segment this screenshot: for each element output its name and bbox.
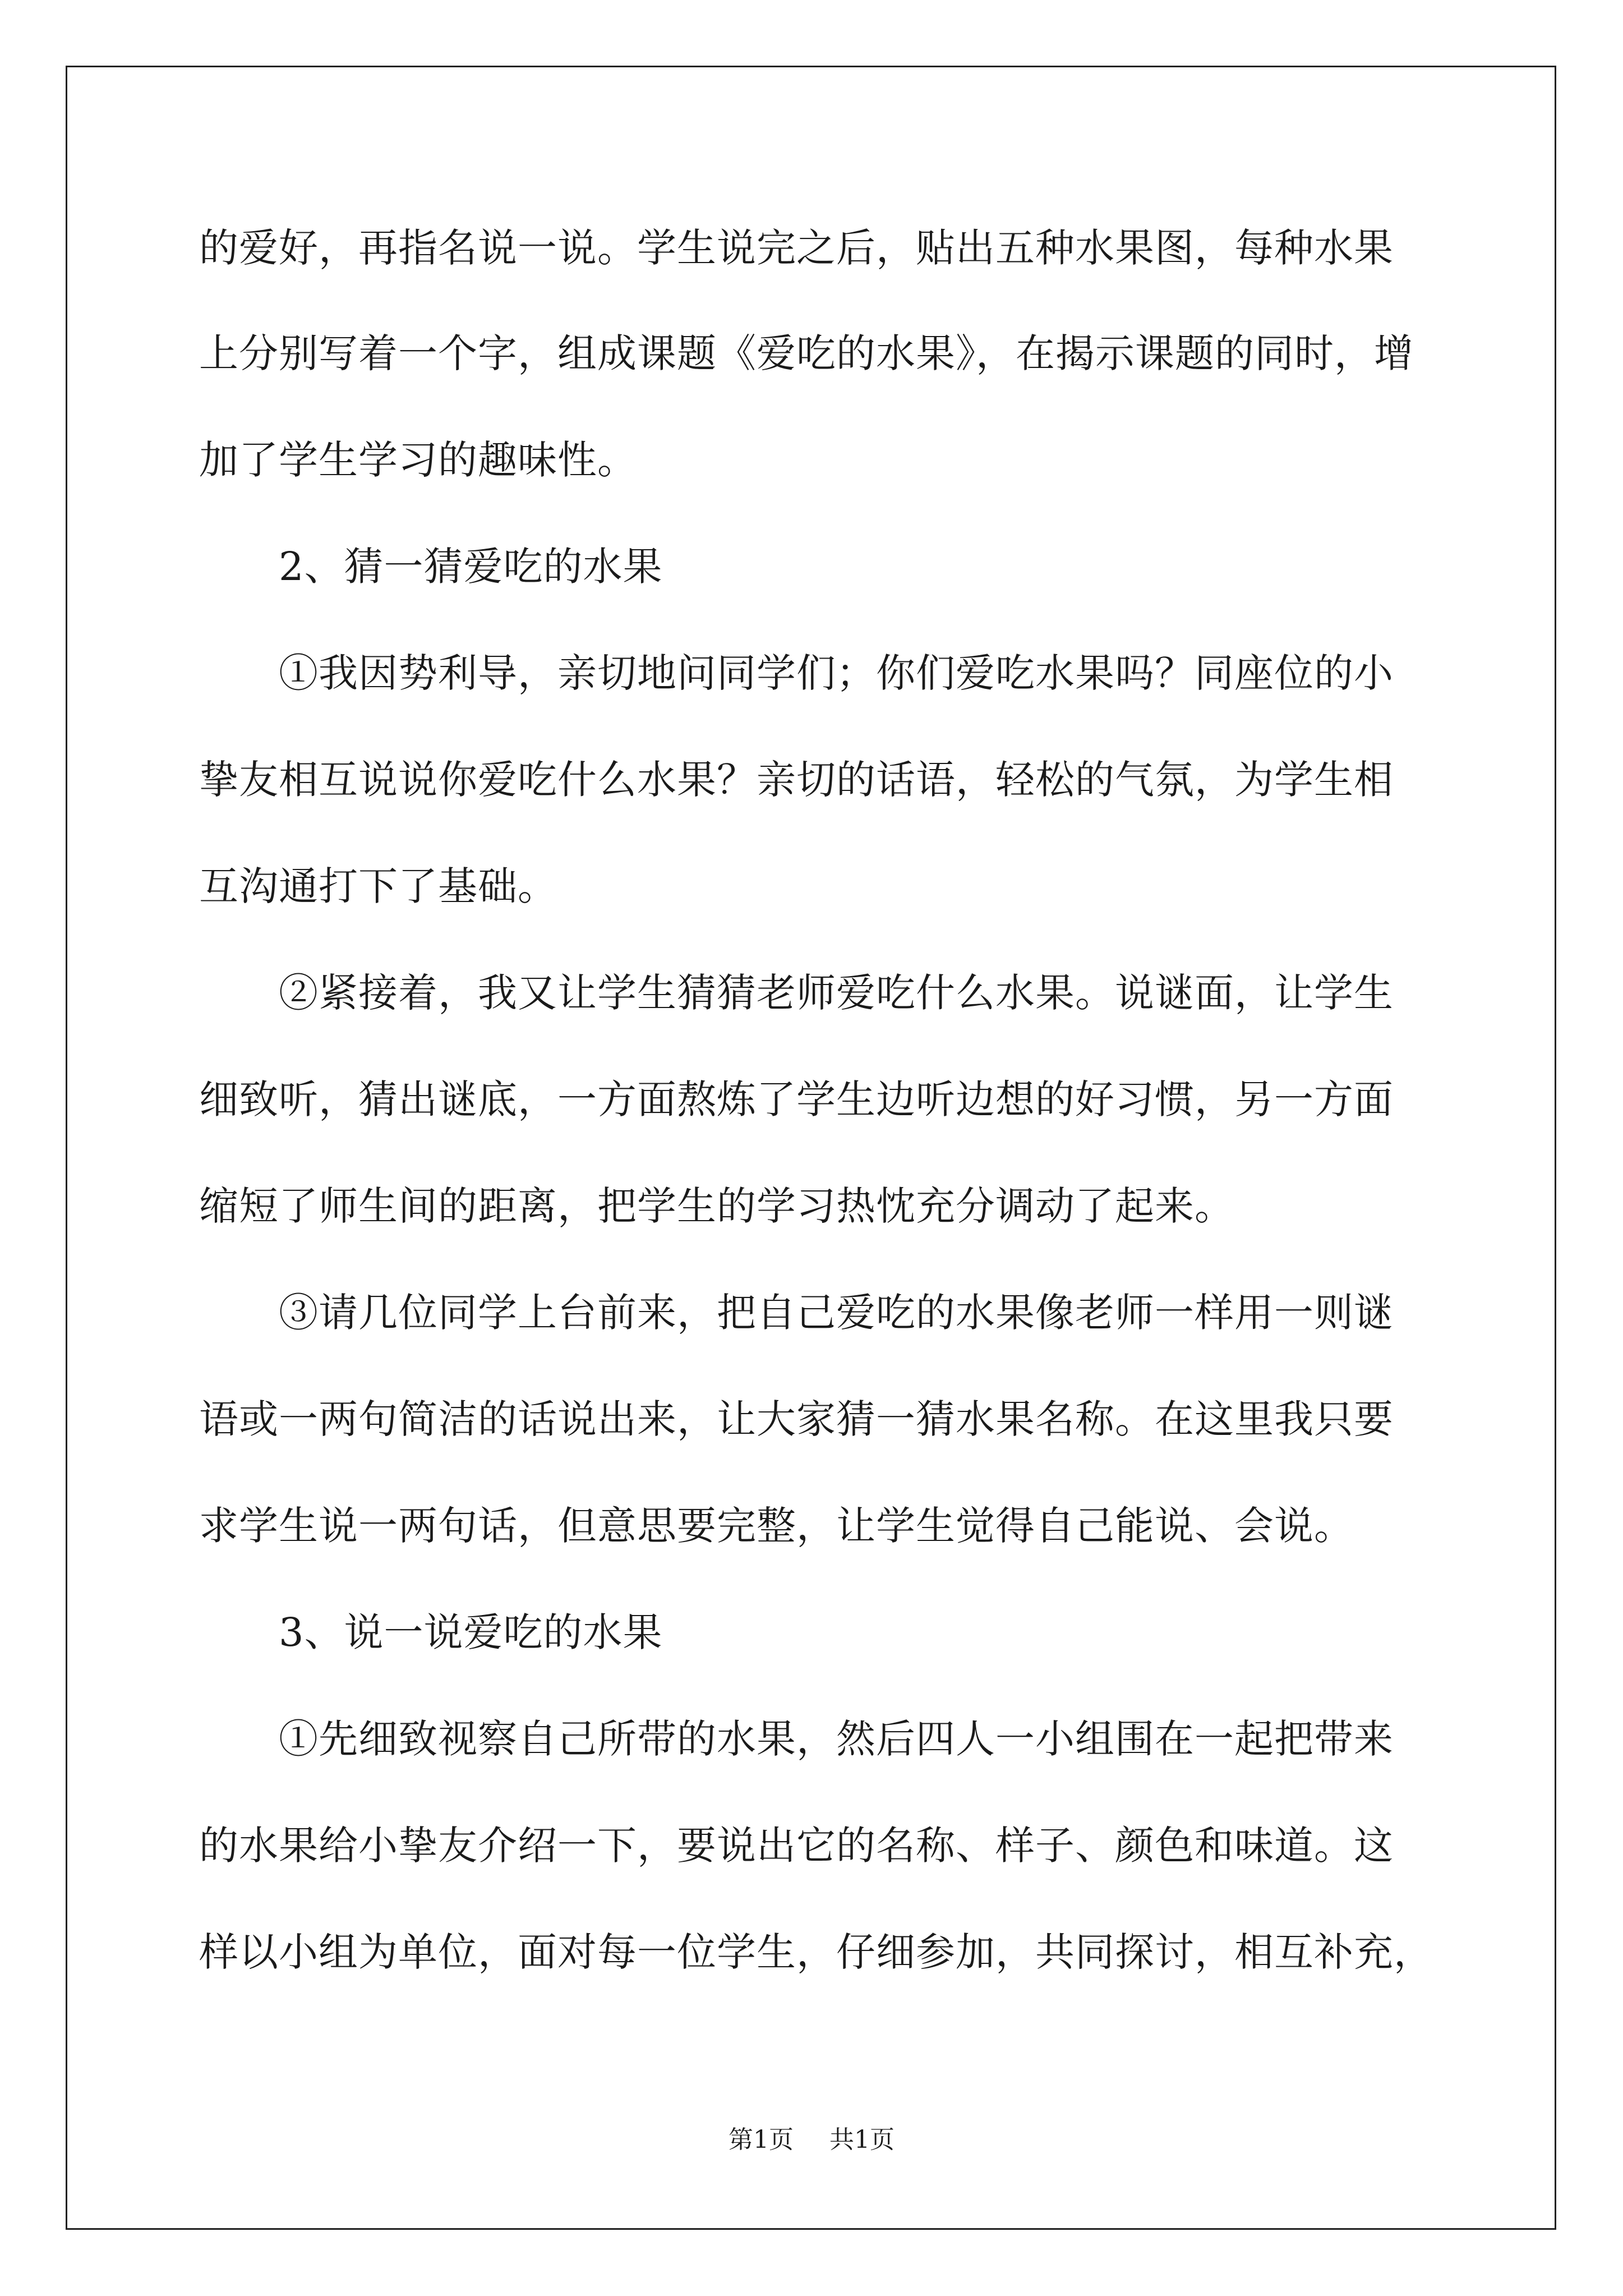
text-line: 的爱好，再指名说一说。学生说完之后，贴出五种水果图，每种水果 [199, 225, 1394, 271]
text-line: ②紧接着，我又让学生猜猜老师爱吃什么水果。说谜面，让学生 [199, 970, 1394, 1016]
text-line: 细致听，猜出谜底，一方面熬炼了学生边听边想的好习惯，另一方面 [199, 1076, 1394, 1122]
page-footer [0, 2123, 1623, 2157]
text-line: 缩短了师生间的距离，把学生的学习热忱充分调动了起来。 [199, 1183, 1234, 1229]
section-heading: 3、说一说爱吃的水果 [199, 1609, 663, 1655]
text-line: 互沟通打下了基础。 [199, 863, 557, 909]
text-line: 上分别写着一个字，组成课题《爱吃的水果》，在揭示课题的同时，增 [199, 330, 1414, 376]
text-line: 样以小组为单位，面对每一位学生，仔细参加，共同探讨，相互补充， [199, 1929, 1433, 1975]
text-line: 加了学生学习的趣味性。 [199, 437, 637, 483]
text-line: 挚友相互说说你爱吃什么水果？亲切的话语，轻松的气氛，为学生相 [199, 757, 1394, 803]
text-line: ③请几位同学上台前来，把自己爱吃的水果像老师一样用一则谜 [199, 1290, 1394, 1336]
page-border [66, 66, 1556, 2230]
page-number-current: 第1页 [728, 2125, 794, 2154]
text-line: 求学生说一两句话，但意思要完整，让学生觉得自己能说、会说。 [199, 1503, 1354, 1549]
text-line: 语或一两句简洁的话说出来，让大家猜一猜水果名称。在这里我只要 [199, 1396, 1394, 1442]
text-line: 的水果给小挚友介绍一下，要说出它的名称、样子、颜色和味道。这 [199, 1823, 1394, 1869]
text-line: ①我因势利导，亲切地问同学们；你们爱吃水果吗？同座位的小 [199, 650, 1394, 696]
section-heading: 2、猜一猜爱吃的水果 [199, 544, 663, 590]
text-line: ①先细致视察自己所带的水果，然后四人一小组围在一起把带来 [199, 1716, 1394, 1762]
page-number-total: 共1页 [829, 2125, 895, 2154]
